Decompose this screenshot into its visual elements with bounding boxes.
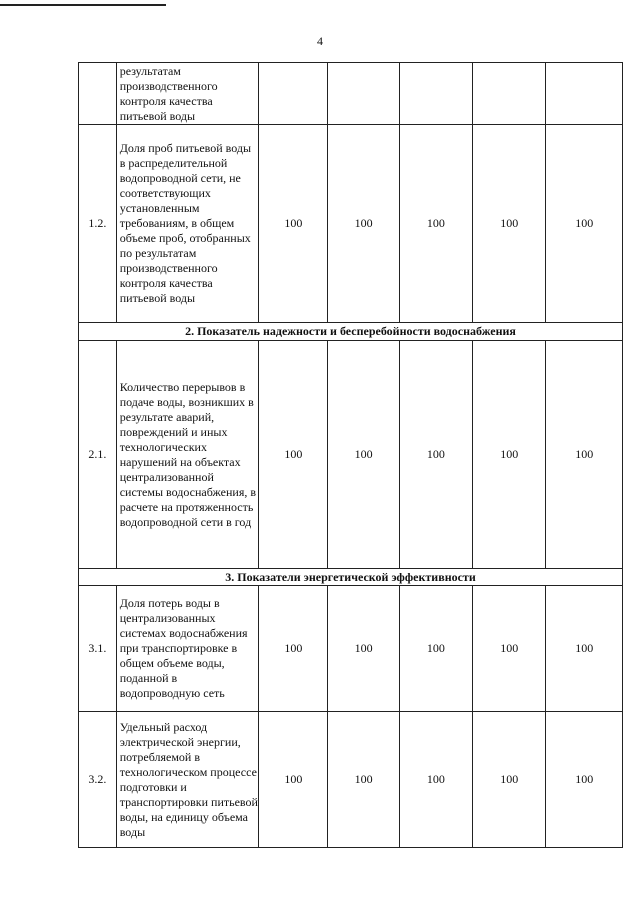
value-cell <box>473 63 546 125</box>
value-cell: 100 <box>399 341 472 569</box>
section-title: 2. Показатель надежности и бесперебойности водоснабжения <box>79 323 623 341</box>
value-cell: 100 <box>328 125 399 323</box>
row-number: 2.1. <box>79 341 117 569</box>
value-cell: 100 <box>328 341 399 569</box>
row-number: 3.2. <box>79 712 117 848</box>
section-row <box>79 569 623 586</box>
indicators-table <box>78 62 623 848</box>
value-cell: 100 <box>259 586 328 712</box>
value-cell: 100 <box>473 712 546 848</box>
section-row <box>79 323 623 341</box>
section-title: 3. Показатели энергетической эффективности <box>79 569 623 586</box>
value-cell: 100 <box>546 586 623 712</box>
row-number: 3.1. <box>79 586 117 712</box>
value-cell: 100 <box>546 712 623 848</box>
value-cell: 100 <box>328 712 399 848</box>
row-description: Количество перерывов в подаче воды, возникших в результате аварий, повреждений и иных технологических нарушений на объектах централизованной системы водоснабжения, в расчете на протяженность водопроводной сети в год <box>116 341 259 569</box>
value-cell: 100 <box>259 125 328 323</box>
value-cell: 100 <box>546 125 623 323</box>
table-row <box>79 712 623 848</box>
page-number: 4 <box>317 34 323 48</box>
value-cell: 100 <box>399 712 472 848</box>
header-rule <box>0 4 166 6</box>
value-cell <box>546 63 623 125</box>
table-row <box>79 586 623 712</box>
value-cell: 100 <box>473 341 546 569</box>
value-cell <box>399 63 472 125</box>
row-description: результатам производственного контроля качества питьевой воды <box>116 63 259 125</box>
row-description: Удельный расход электрической энергии, потребляемой в технологическом процессе подготовки и транспортировки питьевой воды, на единицу объема воды <box>116 712 259 848</box>
row-number <box>79 63 117 125</box>
value-cell: 100 <box>473 125 546 323</box>
value-cell: 100 <box>546 341 623 569</box>
value-cell: 100 <box>328 586 399 712</box>
table-row <box>79 125 623 323</box>
value-cell: 100 <box>399 125 472 323</box>
row-description: Доля проб питьевой воды в распределительной водопроводной сети, не соответствующих установленным требованиям, в общем объеме проб, отобранных по результатам производственного контроля качества питьевой воды <box>116 125 259 323</box>
value-cell <box>259 63 328 125</box>
row-number: 1.2. <box>79 125 117 323</box>
row-description: Доля потерь воды в централизованных системах водоснабжения при транспортировке в общем объеме воды, поданной в водопроводную сеть <box>116 586 259 712</box>
table-row <box>79 341 623 569</box>
value-cell: 100 <box>259 712 328 848</box>
value-cell: 100 <box>399 586 472 712</box>
value-cell <box>328 63 399 125</box>
table-row <box>79 63 623 125</box>
value-cell: 100 <box>259 341 328 569</box>
value-cell: 100 <box>473 586 546 712</box>
